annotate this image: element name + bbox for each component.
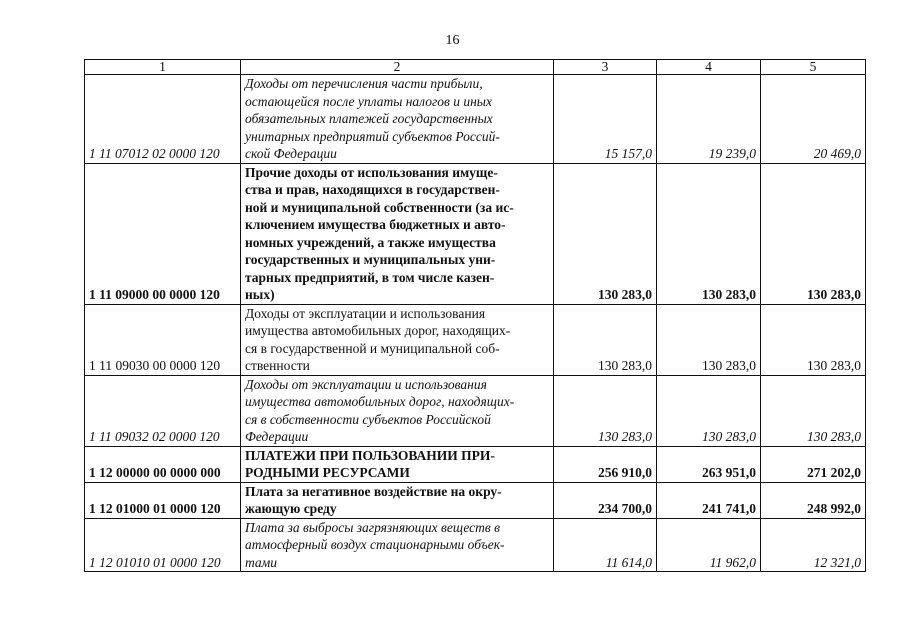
table-row xyxy=(85,375,866,446)
description-line: номных учреждений, а также имущества xyxy=(245,234,496,250)
budget-revenue-table xyxy=(84,59,866,572)
amount-cell-col-5: 130 283,0 xyxy=(761,375,866,446)
description-line: ключением имущества бюджетных и авто- xyxy=(245,217,506,232)
description-line: Доходы от эксплуатации и использования xyxy=(245,376,487,392)
description-line: остающейся после уплаты налогов и иных xyxy=(245,93,492,109)
page-number: 16 xyxy=(445,33,460,48)
header-col-2: 2 xyxy=(241,60,554,75)
header-col-4: 4 xyxy=(657,60,761,75)
description-line: государственных и муниципальных уни- xyxy=(245,252,496,267)
table-header-row xyxy=(85,60,866,75)
description-line: Плата за негативное воздействие на окру- xyxy=(245,483,502,499)
description-cell xyxy=(241,482,554,518)
table-row xyxy=(85,482,866,518)
description-line: Доходы от эксплуатации и использования xyxy=(245,305,486,321)
budget-code-cell: 1 11 07012 02 0000 120 xyxy=(85,75,241,164)
description-cell xyxy=(241,375,554,446)
description-line: обязательных платежей государственных xyxy=(245,111,493,126)
amount-cell-col-4: 130 283,0 xyxy=(657,375,761,446)
amount-cell-col-5: 248 992,0 xyxy=(761,482,866,518)
budget-code-cell: 1 12 00000 00 0000 000 xyxy=(85,446,241,482)
description-line: ся в государственной и муниципальной соб- xyxy=(245,340,500,356)
budget-code-cell: 1 11 09000 00 0000 120 xyxy=(85,163,241,304)
amount-cell-col-4: 241 741,0 xyxy=(657,482,761,518)
table-row xyxy=(85,163,866,304)
description-line: ПЛАТЕЖИ ПРИ ПОЛЬЗОВАНИИ ПРИ- xyxy=(245,447,495,463)
description-line: имущества автомобильных дорог, находящих- xyxy=(245,323,511,338)
amount-cell-col-3: 11 614,0 xyxy=(554,518,657,572)
header-col-3: 3 xyxy=(554,60,657,75)
budget-code-cell: 1 11 09032 02 0000 120 xyxy=(85,375,241,446)
description-line: тами xyxy=(245,554,278,570)
budget-code-cell: 1 12 01000 01 0000 120 xyxy=(85,482,241,518)
table-row xyxy=(85,446,866,482)
description-line: Плата за выбросы загрязняющих веществ в xyxy=(245,519,501,535)
amount-cell-col-5: 130 283,0 xyxy=(761,163,866,304)
header-col-1: 1 xyxy=(85,60,241,75)
description-line: ской Федерации xyxy=(245,146,337,161)
amount-cell-col-3: 15 157,0 xyxy=(554,75,657,164)
amount-cell-col-4: 263 951,0 xyxy=(657,446,761,482)
description-line: Прочие доходы от использования имуще- xyxy=(245,164,498,180)
budget-code-cell: 1 11 09030 00 0000 120 xyxy=(85,304,241,375)
amount-cell-col-3: 130 283,0 xyxy=(554,304,657,375)
amount-cell-col-4: 130 283,0 xyxy=(657,304,761,375)
table-row xyxy=(85,75,866,164)
amount-cell-col-3: 234 700,0 xyxy=(554,482,657,518)
description-line: ся в собственности субъектов Российской xyxy=(245,411,491,427)
description-line: тарных предприятий, в том числе казен- xyxy=(245,269,495,285)
description-line: имущества автомобильных дорог, находящих- xyxy=(245,394,515,409)
budget-code-cell: 1 12 01010 01 0000 120 xyxy=(85,518,241,572)
amount-cell-col-4: 19 239,0 xyxy=(657,75,761,164)
description-cell xyxy=(241,518,554,572)
header-col-5: 5 xyxy=(761,60,866,75)
description-line: жающую среду xyxy=(245,501,337,516)
table-row xyxy=(85,518,866,572)
description-cell xyxy=(241,446,554,482)
amount-cell-col-5: 20 469,0 xyxy=(761,75,866,164)
amount-cell-col-4: 11 962,0 xyxy=(657,518,761,572)
description-line: ственности xyxy=(245,358,310,373)
amount-cell-col-4: 130 283,0 xyxy=(657,163,761,304)
description-line: ства и прав, находящихся в государствен- xyxy=(245,182,500,197)
amount-cell-col-3: 256 910,0 xyxy=(554,446,657,482)
amount-cell-col-5: 271 202,0 xyxy=(761,446,866,482)
description-line: Федерации xyxy=(245,429,309,444)
description-line: ной и муниципальной собственности (за ис- xyxy=(245,199,514,215)
amount-cell-col-5: 12 321,0 xyxy=(761,518,866,572)
description-cell xyxy=(241,163,554,304)
amount-cell-col-3: 130 283,0 xyxy=(554,375,657,446)
description-line: унитарных предприятий субъектов Россий- xyxy=(245,128,500,144)
description-line: РОДНЫМИ РЕСУРСАМИ xyxy=(245,465,410,480)
description-cell xyxy=(241,304,554,375)
description-line: Доходы от перечисления части прибыли, xyxy=(245,76,483,91)
amount-cell-col-3: 130 283,0 xyxy=(554,163,657,304)
description-line: ных) xyxy=(245,287,275,302)
description-line: атмосферный воздух стационарными объек- xyxy=(245,537,505,552)
table-row xyxy=(85,304,866,375)
amount-cell-col-5: 130 283,0 xyxy=(761,304,866,375)
description-cell xyxy=(241,75,554,164)
